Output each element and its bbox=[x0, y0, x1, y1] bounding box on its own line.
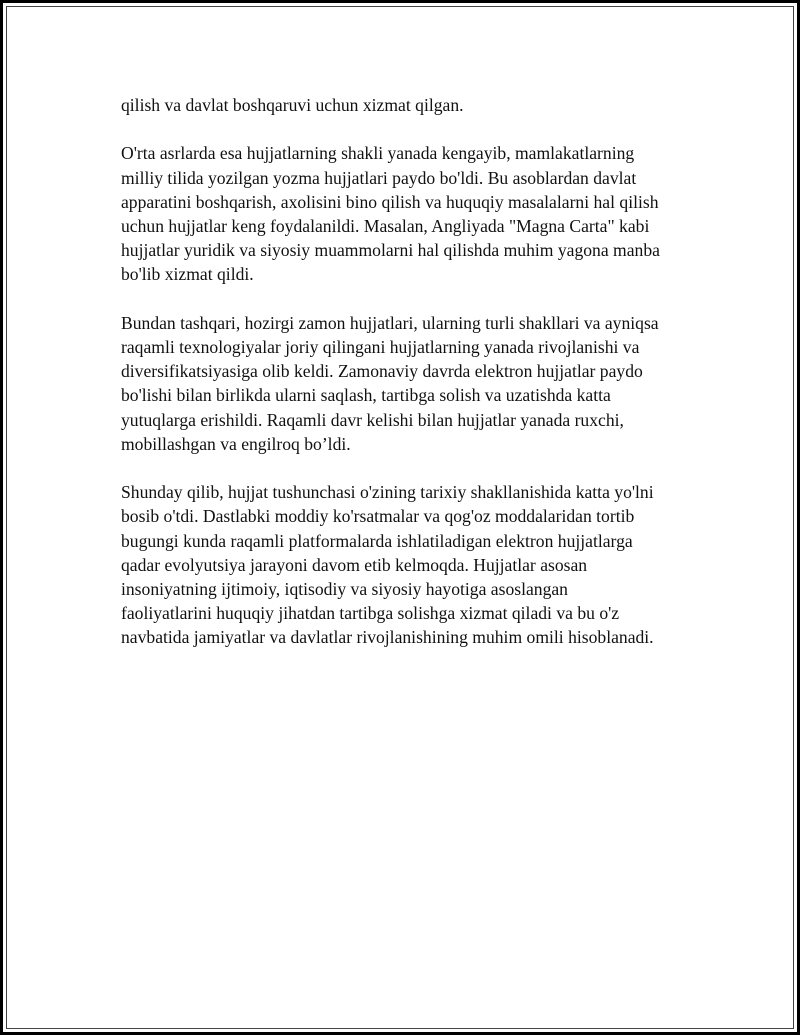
text-line: yutuqlarga erishildi. Raqamli davr kelishi bilan hujjatlar yanada ruxchi, bbox=[121, 409, 624, 430]
text-line: mobillashgan va engilroq bo’ldi. bbox=[121, 433, 351, 454]
text-line: Bundan tashqari, hozirgi zamon hujjatlari, ularning turli shakllari va ayniqsa bbox=[121, 312, 659, 333]
text-line: O'rta asrlarda esa hujjatlarning shakli yanada kengayib, mamlakatlarning bbox=[121, 143, 635, 164]
text-line: Shunday qilib, hujjat tushunchasi o'zining tarixiy shakllanishida katta yo'lni bbox=[121, 482, 654, 503]
text-line: bugungi kunda raqamli platformalarda ishlatiladigan elektron hujjatlarga bbox=[121, 530, 633, 551]
paragraph-1 bbox=[121, 93, 701, 117]
text-line: raqamli texnologiyalar joriy qilingani hujjatlarning yanada rivojlanishi va bbox=[121, 337, 640, 357]
text-line: bosib o'tdi. Dastlabki moddiy ko'rsatmalar va qog'oz moddalaridan tortib bbox=[121, 506, 635, 527]
text-line: navbatida jamiyatlar va davlatlar rivojlanishining muhim omili hisoblanadi. bbox=[121, 627, 654, 648]
text-line: bo'lishi bilan birlikda ularni saqlash, tartibga solish va uzatishda katta bbox=[121, 385, 611, 406]
text-line: insoniyatning ijtimoiy, iqtisodiy va siyosiy hayotiga asoslangan bbox=[121, 579, 568, 600]
text-line: diversifikatsiyasiga olib keldi. Zamonaviy davrda elektron hujjatlar paydo bbox=[121, 361, 643, 382]
text-line: bo'lib xizmat qildi. bbox=[121, 264, 254, 285]
text-line: qadar evolyutsiya jarayoni davom etib kelmoqda. Hujjatlar asosan bbox=[121, 554, 588, 575]
text-line: qilish va davlat boshqaruvi uchun xizmat qilgan. bbox=[121, 95, 464, 115]
text-line: apparatini boshqarish, axolisini bino qilish va huquqiy masalalarni hal qilish bbox=[121, 191, 659, 212]
text-line: uchun hujjatlar keng foydalanildi. Masalan, Angliyada "Magna Carta" kabi bbox=[121, 216, 650, 236]
paragraph-4 bbox=[121, 480, 701, 649]
document-body bbox=[121, 93, 701, 674]
text-line: milliy tilida yozilgan yozma hujjatlari paydo bo'ldi. Bu asoblardan davlat bbox=[121, 167, 637, 188]
text-line: faoliyatlarini huquqiy jihatdan tartibga solishga xizmat qiladi va bu o'z bbox=[121, 603, 620, 624]
paragraph-3 bbox=[121, 311, 701, 456]
text-line: hujjatlar yuridik va siyosiy muammolarni hal qilishda muhim yagona manba bbox=[121, 240, 660, 261]
paragraph-2 bbox=[121, 141, 701, 286]
